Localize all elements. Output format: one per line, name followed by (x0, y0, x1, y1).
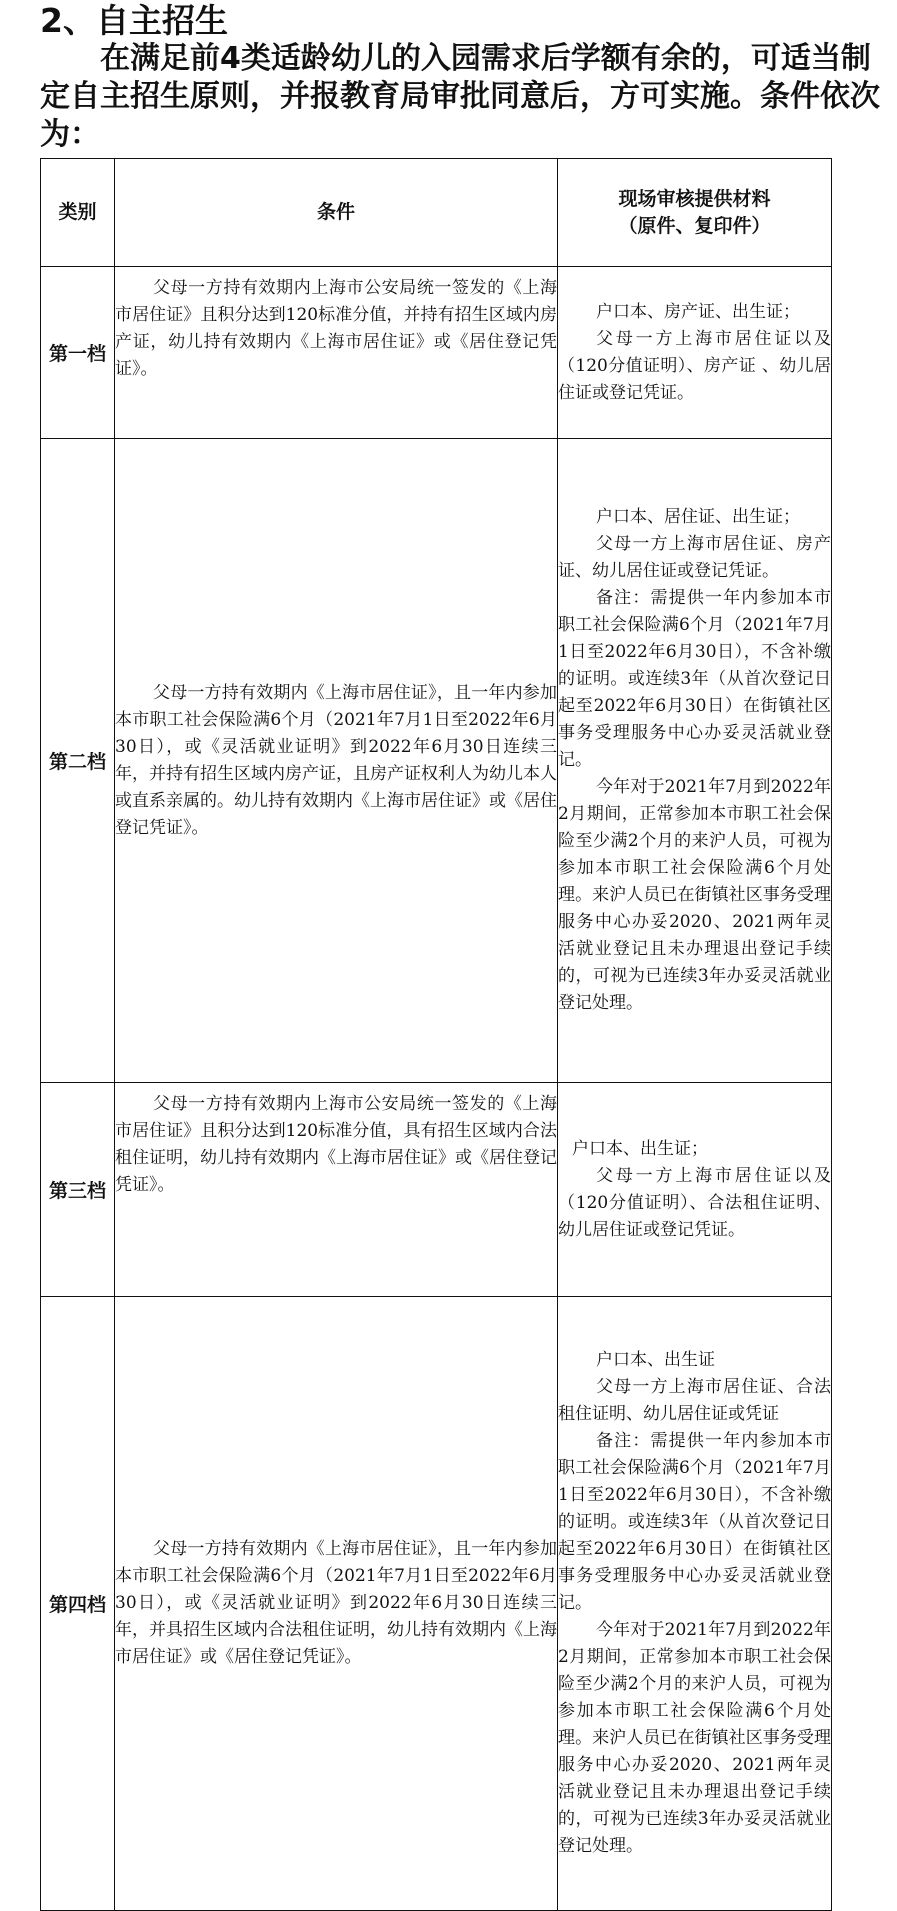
materials-item: 户口本、出生证 (596, 1350, 715, 1370)
header-materials-title: 现场审核提供材料 (618, 187, 771, 210)
table-row (41, 267, 832, 439)
section-heading: 2、自主招生 (40, 1, 228, 40)
header-materials-note: （原件、复印件） (618, 214, 771, 237)
materials-note: 备注：需提供一年内参加本市职工社会保险满6个月（2021年7月1日至2022年6月30日），不含补缴的证明。或连续3年（从首次登记日起至2022年6月30日）在街镇社区事务受理服务中心办妥灵活就业登记。 (558, 588, 831, 770)
table-row (41, 1083, 832, 1297)
row-materials (558, 1297, 832, 1911)
row-category: 第二档 (41, 439, 115, 1083)
row-category: 第四档 (41, 1297, 115, 1911)
row-condition: 父母一方持有效期内上海市公安局统一签发的《上海市居住证》且积分达到120标准分值，具有招生区域内合法租住证明，幼儿持有效期内《上海市居住证》或《居住登记凭证》。 (115, 1083, 558, 1297)
materials-note: 备注：需提供一年内参加本市职工社会保险满6个月（2021年7月1日至2022年6月30日），不含补缴的证明。或连续3年（从首次登记日起至2022年6月30日）在街镇社区事务受理服务中心办妥灵活就业登记。 (558, 1431, 831, 1613)
header-condition: 条件 (115, 159, 558, 267)
table-row (41, 439, 832, 1083)
table-header-row (41, 159, 832, 267)
row-condition: 父母一方持有效期内上海市公安局统一签发的《上海市居住证》且积分达到120标准分值，并持有招生区域内房产证，幼儿持有效期内《上海市居住证》或《居住登记凭证》。 (115, 267, 558, 439)
header-category: 类别 (41, 159, 115, 267)
materials-note: 今年对于2021年7月到2022年2月期间，正常参加本市职工社会保险至少满2个月的来沪人员，可视为参加本市职工社会保险满6个月处理。来沪人员已在街镇社区事务受理服务中心办妥2020、2021两年灵活就业登记且未办理退出登记手续的，可视为已连续3年办妥灵活就业登记处理。 (558, 1620, 831, 1856)
materials-item: 父母一方上海市居住证以及（120分值证明）、房产证 、幼儿居住证或登记凭证。 (558, 328, 831, 403)
row-materials (558, 1083, 832, 1297)
section-intro: 在满足前4类适龄幼儿的入园需求后学额有余的，可适当制定自主招生原则，并报教育局审批同意后，方可实施。条件依次为： (40, 41, 880, 152)
row-materials (558, 267, 832, 439)
row-condition: 父母一方持有效期内《上海市居住证》，且一年内参加本市职工社会保险满6个月（2021年7月1日至2022年6月30日），或《灵活就业证明》到2022年6月30日连续三年，并具招生区域内合法租住证明，幼儿持有效期内《上海市居住证》或《居住登记凭证》。 (115, 1297, 558, 1911)
row-category: 第三档 (41, 1083, 115, 1297)
materials-item: 父母一方上海市居住证、合法租住证明、幼儿居住证或凭证 (558, 1377, 831, 1424)
materials-item: 父母一方上海市居住证、房产证、幼儿居住证或登记凭证。 (558, 534, 831, 581)
materials-item: 户口本、居住证、出生证； (596, 507, 800, 527)
header-materials (558, 159, 832, 267)
materials-item: 户口本、出生证； (572, 1138, 708, 1159)
materials-note: 今年对于2021年7月到2022年2月期间，正常参加本市职工社会保险至少满2个月的来沪人员，可视为参加本市职工社会保险满6个月处理。来沪人员已在街镇社区事务受理服务中心办妥2020、2021两年灵活就业登记且未办理退出登记手续的，可视为已连续3年办妥灵活就业登记处理。 (558, 777, 831, 1013)
materials-item: 户口本、房产证、出生证； (596, 301, 800, 322)
admission-criteria-table (40, 158, 832, 1911)
table-row (41, 1297, 832, 1911)
materials-item: 父母一方上海市居住证以及（120分值证明）、合法租住证明、幼儿居住证或登记凭证。 (558, 1165, 831, 1240)
row-category: 第一档 (41, 267, 115, 439)
row-materials (558, 439, 832, 1083)
row-condition: 父母一方持有效期内《上海市居住证》，且一年内参加本市职工社会保险满6个月（2021年7月1日至2022年6月30日），或《灵活就业证明》到2022年6月30日连续三年，并持有招生区域内房产证，且房产证权利人为幼儿本人或直系亲属的。幼儿持有效期内《上海市居住证》或《居住登记凭证》。 (115, 439, 558, 1083)
